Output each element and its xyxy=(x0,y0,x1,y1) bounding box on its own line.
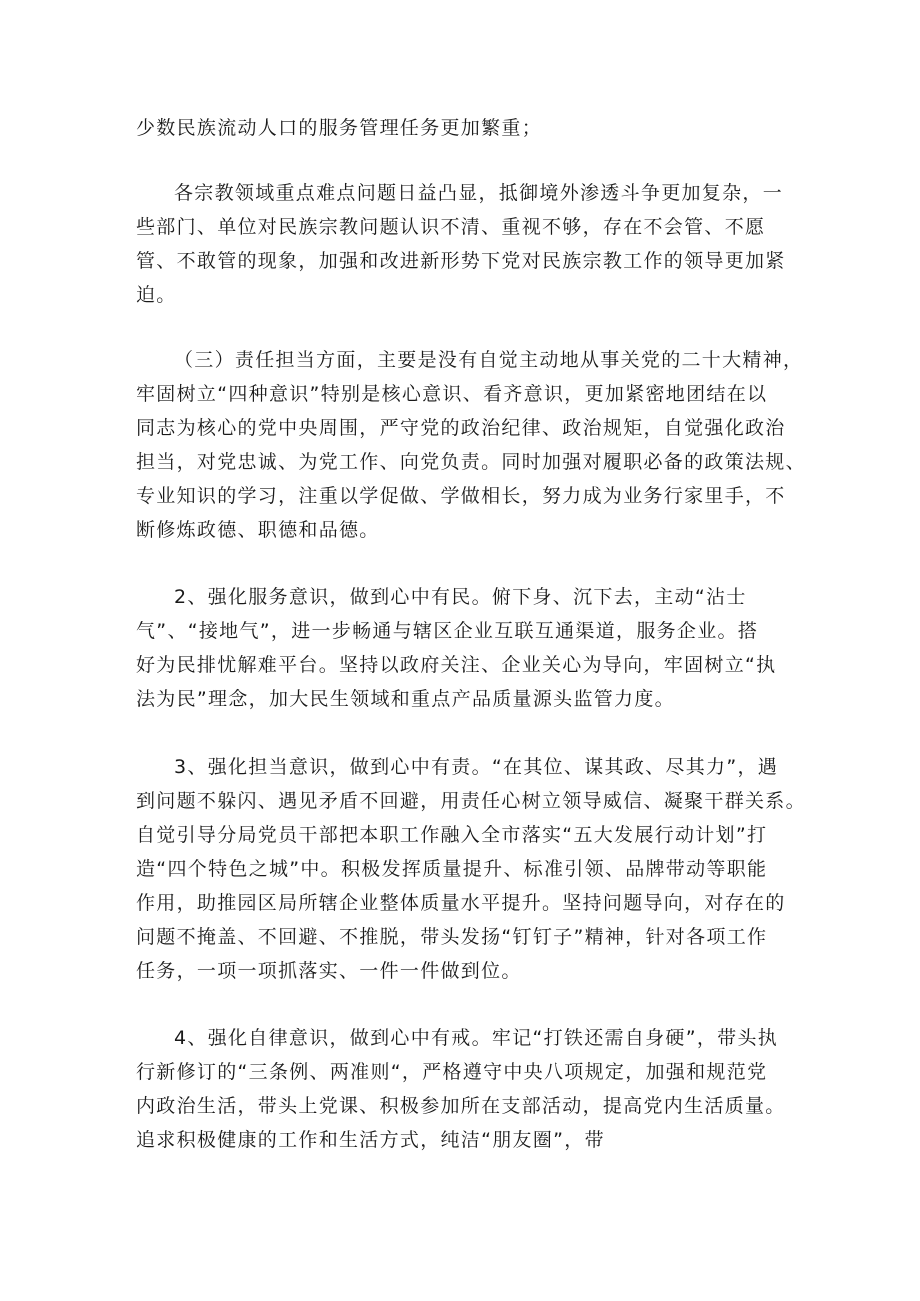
paragraph-line: 些部门、单位对民族宗教问题认识不清、重视不够，存在不会管、不愿 xyxy=(136,216,766,238)
paragraph-line: （三）责任担当方面，主要是没有自觉主动地从事关党的二十大精神， xyxy=(174,349,804,371)
paragraph-5 xyxy=(136,750,806,988)
paragraph-line: 2、强化服务意识，做到心中有民。俯下身、沉下去，主动“沾士 xyxy=(174,586,747,608)
paragraph-line: 行新修订的“三条例、两准则“，严格遵守中央八项规定，加强和规范党 xyxy=(136,1061,768,1083)
paragraph-4 xyxy=(136,580,800,716)
paragraph-line: 到问题不躲闪、遇见矛盾不回避，用责任心树立领导威信、凝聚干群关系。 xyxy=(136,790,806,812)
paragraph-line: 少数民族流动人口的服务管理任务更加繁重； xyxy=(136,117,543,139)
paragraph-line: 同志为核心的党中央周围，严守党的政治纪律、政治规矩，自觉强化政治 xyxy=(136,417,786,439)
paragraph-line: 担当，对党忠诚、为党工作、向党负责。同时加强对履职必备的政策法规、 xyxy=(136,451,806,473)
paragraph-line: 各宗教领域重点难点问题日益凸显，抵御境外渗透斗争更加复杂，一 xyxy=(174,182,784,204)
paragraph-line: 追求积极健康的工作和生活方式，纯洁“朋友圈”，带 xyxy=(136,1129,605,1151)
paragraph-1 xyxy=(136,111,800,145)
paragraph-line: 任务，一项一项抓落实、一件一件做到位。 xyxy=(136,960,522,982)
paragraph-line: 自觉引导分局党员干部把本职工作融入全市落实“五大发展行动计划”打 xyxy=(136,824,768,846)
paragraph-line: 气”、“接地气”，进一步畅通与辖区企业互联互通渠道，服务企业。搭 xyxy=(136,620,759,642)
paragraph-3 xyxy=(136,343,806,547)
paragraph-line: 好为民排忧解难平台。坚持以政府关注、企业关心为导向，牢固树立“执 xyxy=(136,654,777,676)
paragraph-line: 牢固树立“四种意识”特别是核心意识、看齐意识，更加紧密地团结在以 xyxy=(136,383,768,405)
paragraph-2 xyxy=(136,176,800,312)
paragraph-line: 专业知识的学习，注重以学促做、学做相长，努力成为业务行家里手，不 xyxy=(136,485,786,507)
paragraph-6 xyxy=(136,1021,800,1157)
paragraph-line: 造“四个特色之城”中。积极发挥质量提升、标准引领、品牌带动等职能 xyxy=(136,858,768,880)
paragraph-line: 管、不敢管的现象，加强和改进新形势下党对民族宗教工作的领导更加紧 xyxy=(136,250,786,272)
paragraph-line: 断修炼政德、职德和品德。 xyxy=(136,519,380,541)
paragraph-line: 问题不掩盖、不回避、不推脱，带头发扬“钉钉子”精神，针对各项工作 xyxy=(136,926,768,948)
paragraph-line: 迫。 xyxy=(136,284,177,306)
paragraph-line: 作用，助推园区局所辖企业整体质量水平提升。坚持问题导向，对存在的 xyxy=(136,892,786,914)
paragraph-line: 内政治生活，带头上党课、积极参加所在支部活动，提高党内生活质量。 xyxy=(136,1095,786,1117)
paragraph-line: 法为民”理念，加大民生领域和重点产品质量源头监管力度。 xyxy=(136,688,675,710)
paragraph-line: 4、强化自律意识，做到心中有戒。牢记“打铁还需自身硬”，带头执 xyxy=(174,1027,779,1049)
paragraph-line: 3、强化担当意识，做到心中有责。“在其位、谋其政、尽其力”，遇 xyxy=(174,756,779,778)
